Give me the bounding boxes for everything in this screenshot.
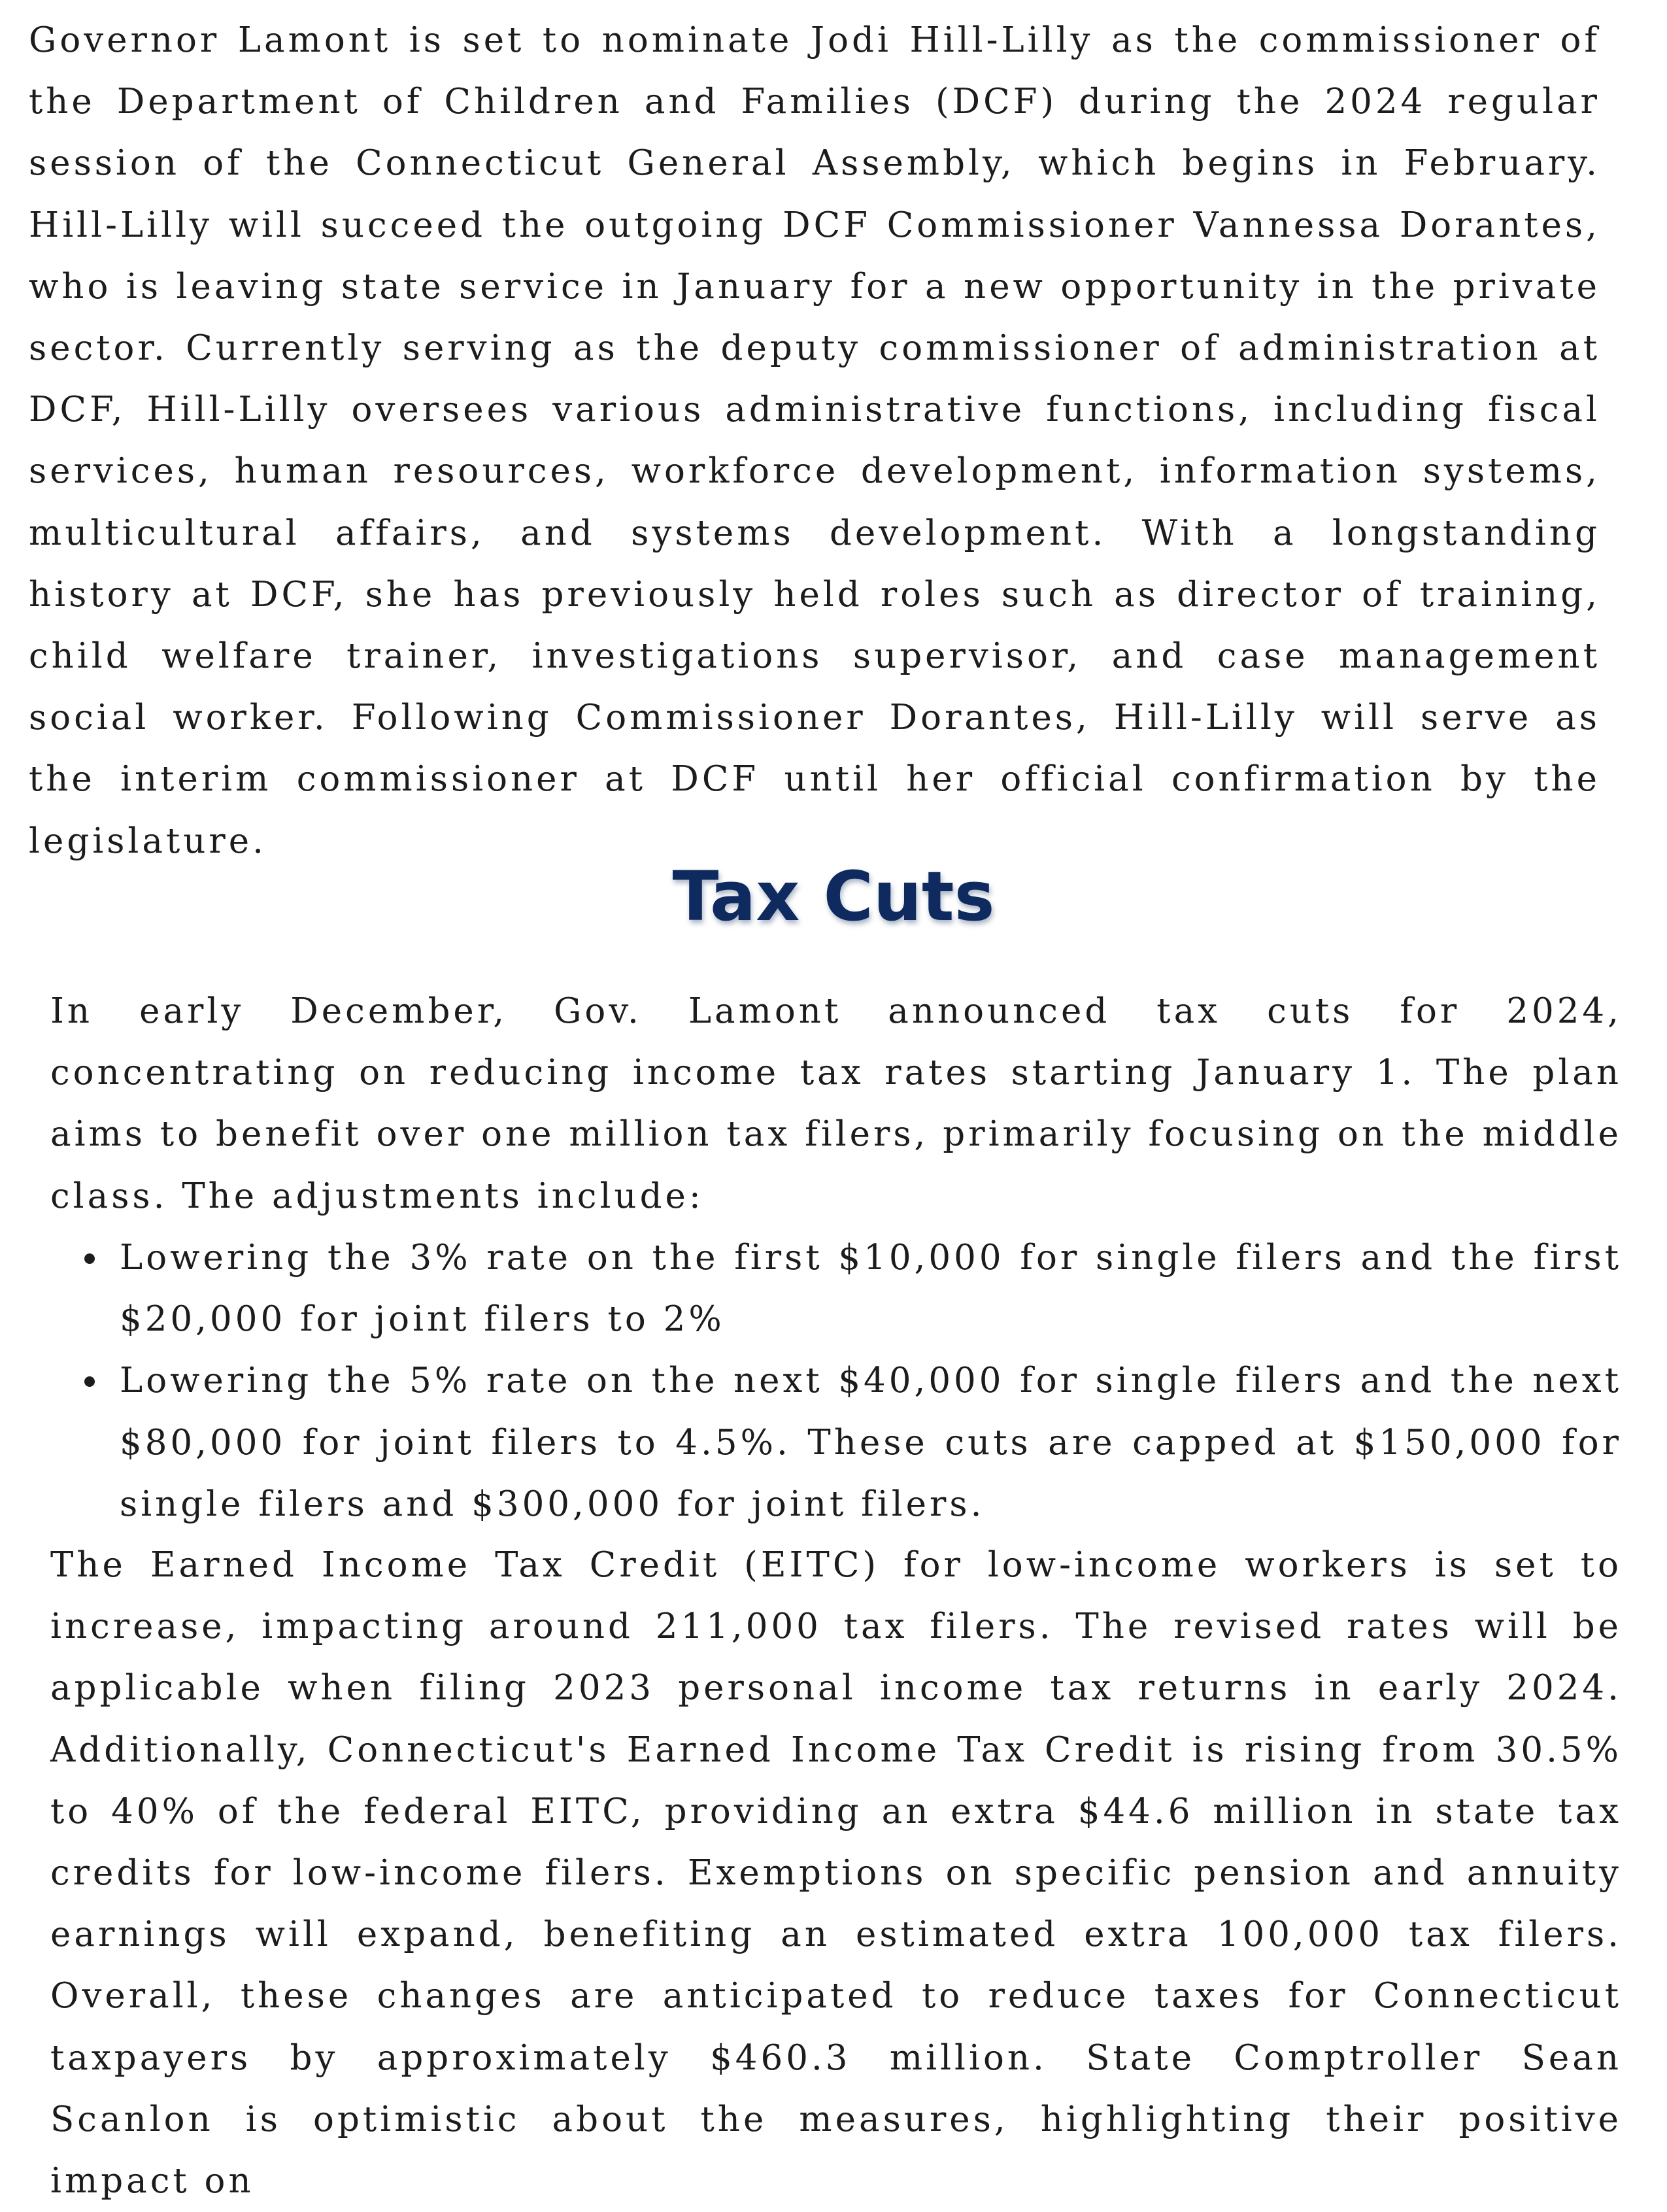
list-item [50, 1350, 1622, 1535]
tax-cuts-heading: Tax Cuts [672, 857, 995, 936]
dcf-commissioner-paragraph: Governor Lamont is set to nominate Jodi Hill-Lilly as the commissioner of the Department of Children and Families (DCF) during the 2024 regular session of the Connecticut General Assembly, which begins in February. Hill-Lilly will succeed the outgoing DCF Commissioner Vannessa Dorantes, who is leaving state service in January for a new opportunity in the private sector. Currently serving as the deputy commissioner of administration at DCF, Hill-Lilly oversees various administrative functions, including fiscal services, human resources, workforce development, information systems, multicultural affairs, and systems development. With a longstanding history at DCF, she has previously held roles such as director of training, child welfare trainer, investigations supervisor, and case management social worker. Following Commissioner Dorantes, Hill-Lilly will serve as the interim commissioner at DCF until her official confirmation by the legislature. [29, 20, 1600, 861]
bullet-dot-icon [84, 1376, 95, 1387]
tax-cuts-intro-paragraph: In early December, Gov. Lamont announced tax cuts for 2024, concentrating on reducing income tax rates starting January 1. The plan aims to benefit over one million tax filers, primarily focusing on the middle class. The adjustments include: [50, 991, 1622, 1216]
tax-cuts-bullet-list [50, 1227, 1622, 1535]
list-item [50, 1227, 1622, 1350]
list-item-text: Lowering the 3% rate on the first $10,000 for single filers and the first $20,000 for joint filers to 2% [120, 1238, 1622, 1340]
eitc-paragraph: The Earned Income Tax Credit (EITC) for low-income workers is set to increase, impacting around 211,000 tax filers. The revised rates will be applicable when filing 2023 personal income tax returns in early 2024. Additionally, Connecticut's Earned Income Tax Credit is rising from 30.5% to 40% of the federal EITC, providing an extra $44.6 million in state tax credits for low-income filers. Exemptions on specific pension and annuity earnings will expand, benefiting an estimated extra 100,000 tax filers. Overall, these changes are anticipated to reduce taxes for Connecticut taxpayers by approximately $460.3 million. State Comptroller Sean Scanlon is optimistic about the measures, highlighting their positive impact on [50, 1545, 1622, 2202]
bullet-dot-icon [84, 1253, 95, 1264]
list-item-text: Lowering the 5% rate on the next $40,000 for single filers and the next $80,000 for joint filers to 4.5%. These cuts are capped at $150,000 for single filers and $300,000 for joint filers. [120, 1361, 1622, 1524]
